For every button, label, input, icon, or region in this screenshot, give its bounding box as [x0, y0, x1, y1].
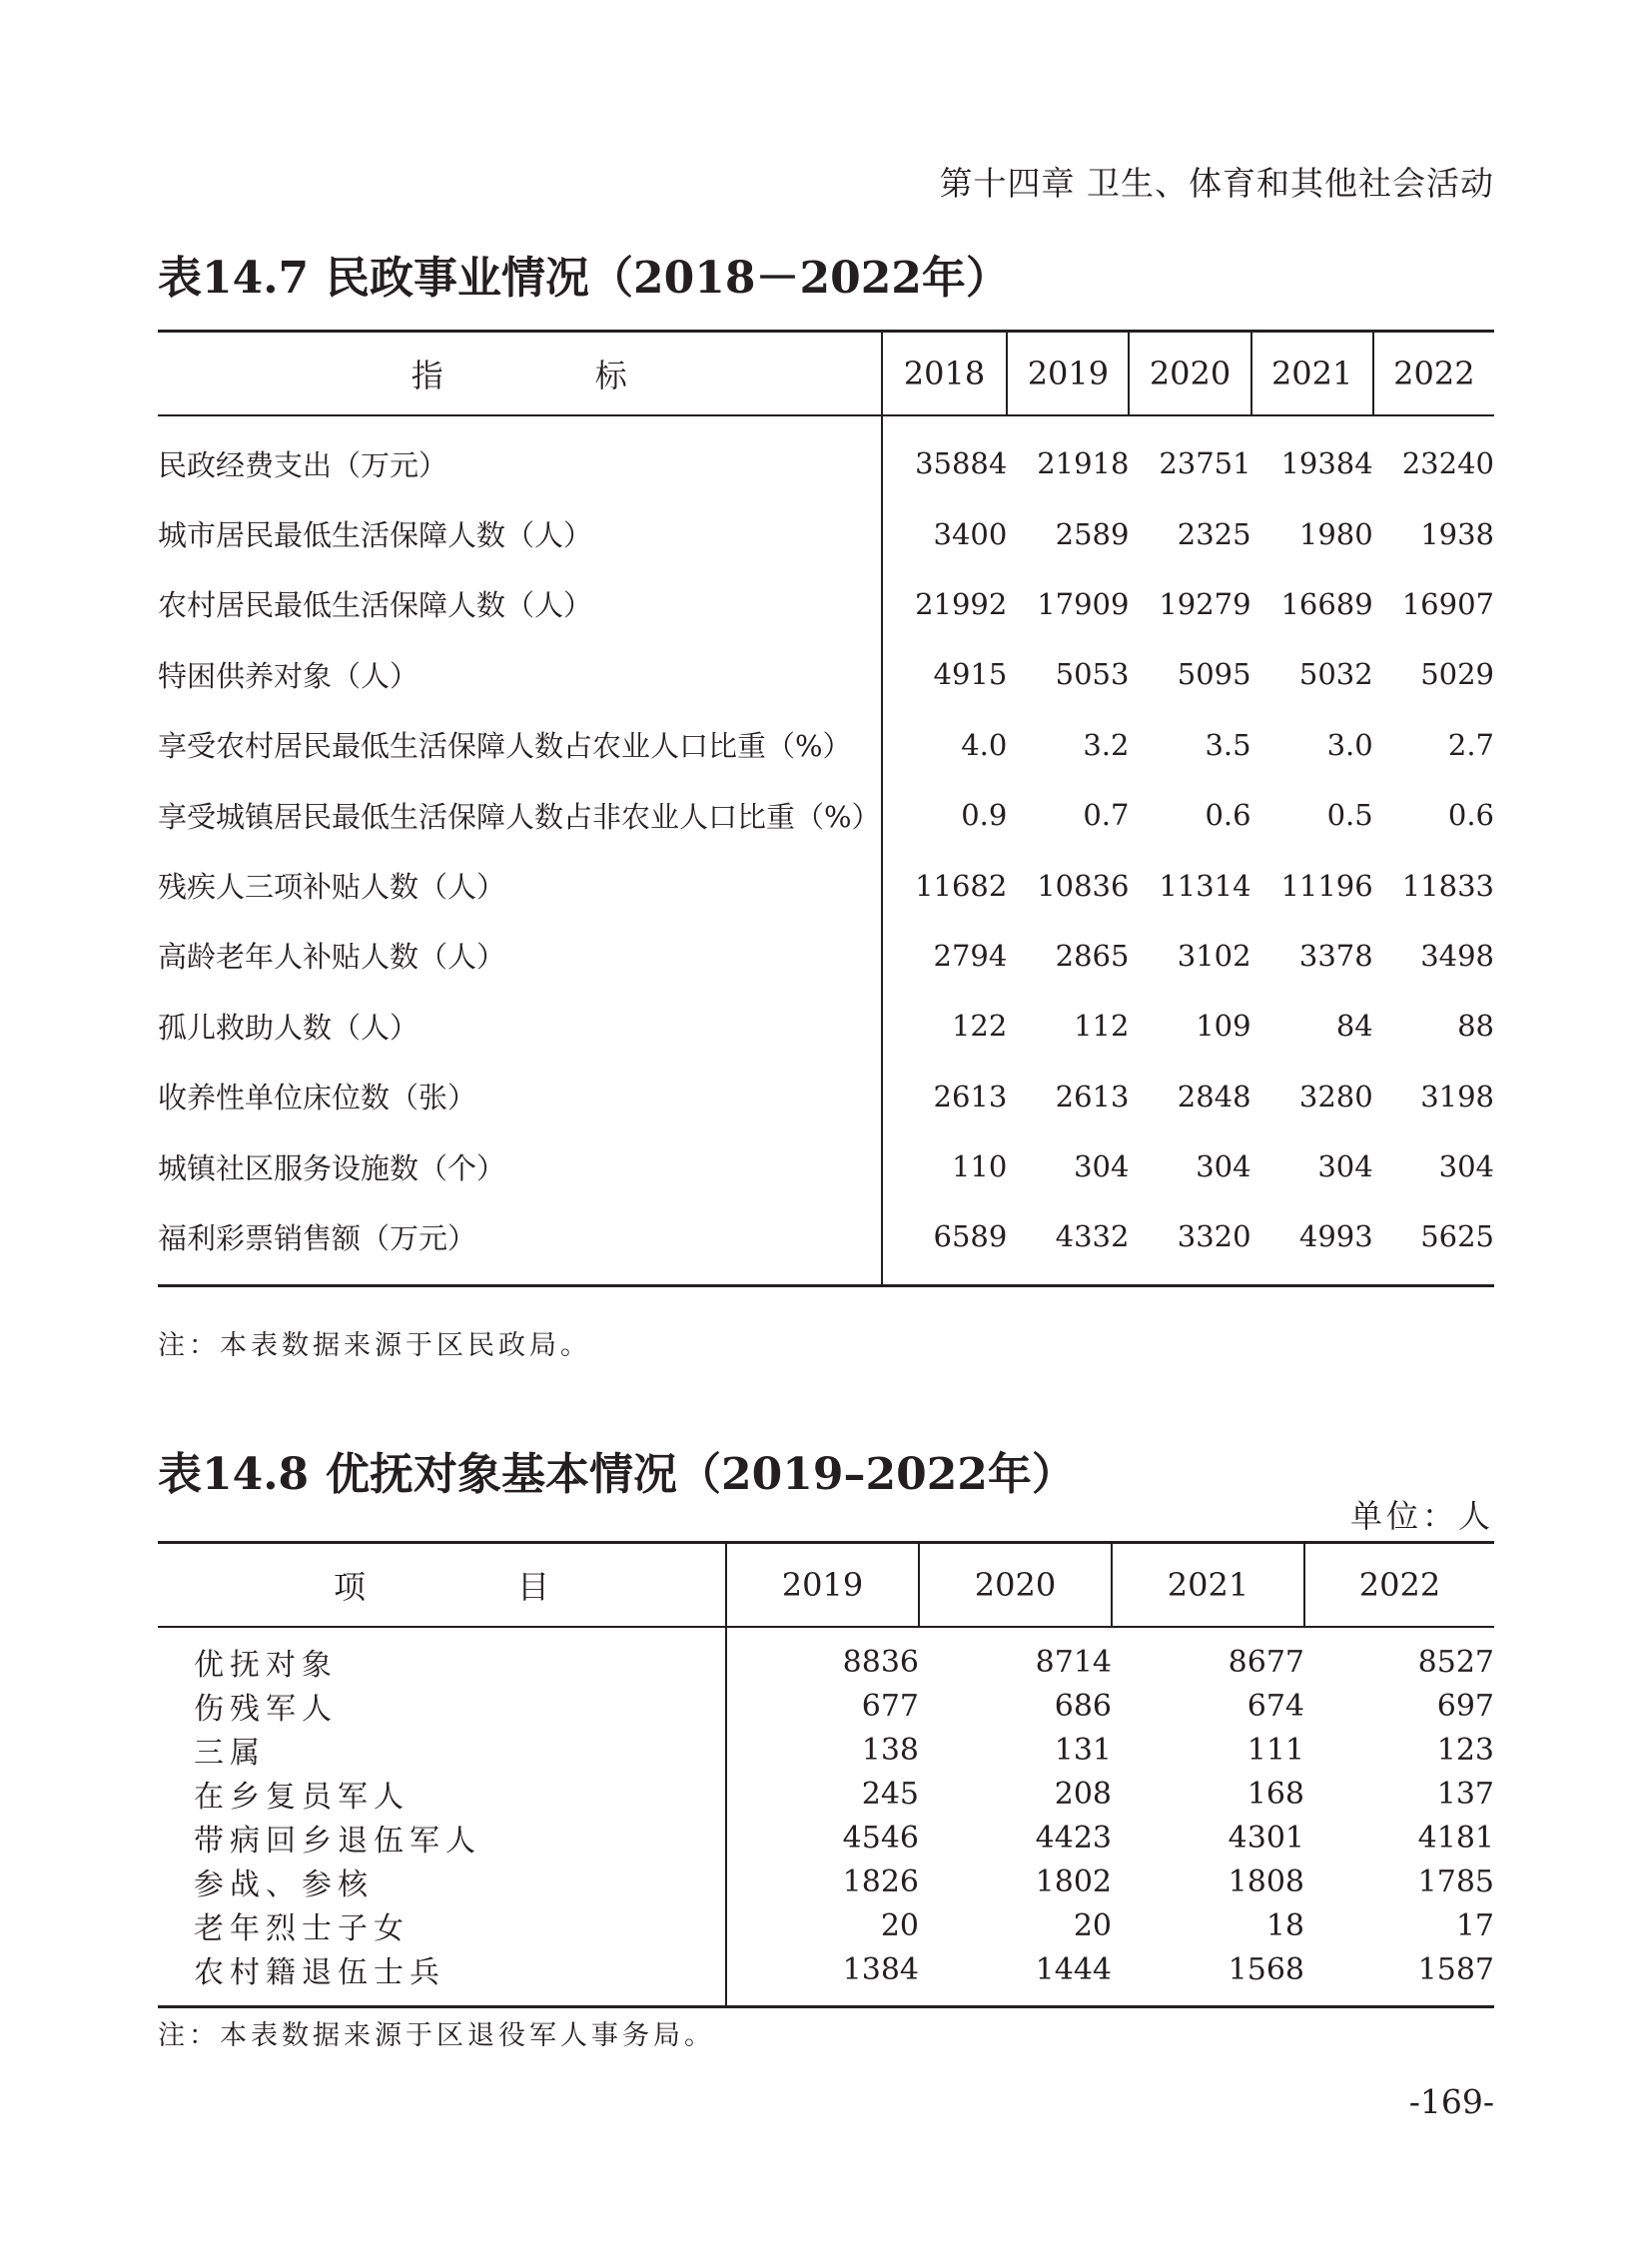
- value-cell: 6589: [933, 1219, 1008, 1254]
- value-cell: 8836: [842, 1644, 919, 1680]
- value-cell: 5029: [1420, 657, 1494, 692]
- value-cell: 208: [1054, 1776, 1112, 1812]
- table-number: 表14.8: [158, 1449, 310, 1500]
- value-cell: 0.9: [961, 798, 1008, 833]
- header-row: [158, 332, 1494, 416]
- value-cell: 20: [880, 1907, 919, 1943]
- value-cell: 111: [1246, 1732, 1304, 1768]
- value-cell: 1587: [1417, 1951, 1494, 1987]
- value-cell: 2325: [1177, 516, 1251, 551]
- value-cell: 10836: [1037, 868, 1130, 903]
- value-cell: 138: [861, 1732, 919, 1768]
- value-cell: 18: [1265, 1907, 1304, 1943]
- value-cell: 109: [1196, 1009, 1251, 1044]
- table-row: [158, 710, 1494, 780]
- value-cell: 23751: [1159, 446, 1251, 481]
- value-cell: 2848: [1177, 1079, 1251, 1114]
- table-row: [158, 1772, 1494, 1816]
- table-row: [158, 1062, 1494, 1131]
- value-cell: 4546: [842, 1820, 919, 1856]
- value-cell: 4423: [1035, 1820, 1112, 1856]
- value-cell: 168: [1246, 1776, 1304, 1812]
- value-cell: 3.5: [1205, 727, 1251, 762]
- value-cell: 112: [1074, 1009, 1130, 1044]
- value-cell: 19384: [1280, 446, 1373, 481]
- value-cell: 677: [861, 1688, 919, 1724]
- year-header: 2021: [1251, 332, 1373, 416]
- value-cell: 3.0: [1326, 727, 1373, 762]
- chapter-header: 第十四章 卫生、体育和其他社会活动: [939, 164, 1494, 203]
- value-cell: 11682: [915, 868, 1008, 903]
- value-cell: 3400: [933, 516, 1008, 551]
- value-cell: 304: [1438, 1149, 1494, 1184]
- row-label: 城镇社区服务设施数（个）: [158, 1131, 882, 1201]
- value-cell: 4332: [1055, 1219, 1130, 1254]
- value-cell: 1808: [1228, 1864, 1304, 1899]
- year-header: 2021: [1112, 1543, 1304, 1628]
- table-14-8-title: [158, 1438, 1076, 1502]
- page-number: -169-: [1408, 2082, 1494, 2121]
- row-label: 在乡复员军人: [158, 1772, 726, 1816]
- value-cell: 11196: [1280, 868, 1373, 903]
- table-row: [158, 850, 1494, 920]
- item-header: 项 目: [158, 1543, 726, 1628]
- table-row: [158, 1860, 1494, 1903]
- value-cell: 8527: [1417, 1644, 1494, 1680]
- value-cell: 245: [861, 1776, 919, 1812]
- year-header: 2019: [1007, 332, 1129, 416]
- row-label: 孤儿救助人数（人）: [158, 991, 882, 1061]
- value-cell: 131: [1054, 1732, 1112, 1768]
- row-label: 残疾人三项补贴人数（人）: [158, 850, 882, 920]
- value-cell: 88: [1457, 1009, 1494, 1044]
- table-row: [158, 1201, 1494, 1285]
- value-cell: 0.7: [1083, 798, 1130, 833]
- table-row: [158, 498, 1494, 568]
- value-cell: 3320: [1177, 1219, 1251, 1254]
- value-cell: 2589: [1055, 516, 1130, 551]
- row-label: 高龄老年人补贴人数（人）: [158, 921, 882, 991]
- table-row: [158, 1903, 1494, 1947]
- value-cell: 4181: [1417, 1820, 1494, 1856]
- value-cell: 4301: [1228, 1820, 1304, 1856]
- value-cell: 35884: [915, 446, 1008, 481]
- value-cell: 3378: [1298, 938, 1373, 973]
- value-cell: 2865: [1055, 938, 1130, 973]
- table-row: [158, 1627, 1494, 1684]
- value-cell: 1826: [842, 1864, 919, 1899]
- table-number: 表14.7: [158, 253, 310, 304]
- value-cell: 20: [1073, 1907, 1112, 1943]
- value-cell: 21992: [915, 586, 1008, 621]
- value-cell: 17: [1455, 1907, 1494, 1943]
- table-row: [158, 921, 1494, 991]
- row-label: 享受农村居民最低生活保障人数占农业人口比重（%）: [158, 710, 882, 780]
- row-label: 伤残军人: [158, 1684, 726, 1728]
- value-cell: 304: [1317, 1149, 1373, 1184]
- row-label: 老年烈士子女: [158, 1903, 726, 1947]
- row-label: 优抚对象: [158, 1627, 726, 1684]
- value-cell: 137: [1436, 1776, 1494, 1812]
- table-14-7-title: [158, 242, 1010, 306]
- value-cell: 3198: [1420, 1079, 1494, 1114]
- table-14-8-note: 注：本表数据来源于区退役军人事务局。: [158, 2020, 715, 2051]
- row-label: 带病回乡退伍军人: [158, 1816, 726, 1860]
- value-cell: 16689: [1280, 586, 1373, 621]
- value-cell: 21918: [1037, 446, 1130, 481]
- row-label: 城市居民最低生活保障人数（人）: [158, 498, 882, 568]
- civil-affairs-table: [158, 330, 1494, 1287]
- year-header: 2018: [882, 332, 1008, 416]
- row-label: 享受城镇居民最低生活保障人数占非农业人口比重（%）: [158, 780, 882, 850]
- value-cell: 1802: [1035, 1864, 1112, 1899]
- table-row: [158, 639, 1494, 709]
- value-cell: 2613: [933, 1079, 1008, 1114]
- value-cell: 11314: [1159, 868, 1251, 903]
- special-care-table: [158, 1541, 1494, 2008]
- value-cell: 110: [951, 1149, 1008, 1184]
- row-label: 民政经费支出（万元）: [158, 415, 882, 498]
- value-cell: 2613: [1055, 1079, 1130, 1114]
- table-row: [158, 415, 1494, 498]
- value-cell: 1444: [1035, 1951, 1112, 1987]
- value-cell: 5053: [1055, 657, 1130, 692]
- value-cell: 8714: [1035, 1644, 1112, 1680]
- unit-label: 单位：人: [1349, 1497, 1494, 1535]
- value-cell: 3280: [1298, 1079, 1373, 1114]
- value-cell: 1785: [1417, 1864, 1494, 1899]
- row-label: 福利彩票销售额（万元）: [158, 1201, 882, 1285]
- value-cell: 122: [951, 1009, 1008, 1044]
- value-cell: 304: [1196, 1149, 1251, 1184]
- value-cell: 11833: [1401, 868, 1494, 903]
- table-title-text: 优抚对象基本情况（2019–2022年）: [326, 1449, 1076, 1500]
- value-cell: 2794: [933, 938, 1008, 973]
- indicator-header: 指 标: [158, 332, 882, 416]
- value-cell: 1938: [1420, 516, 1494, 551]
- value-cell: 304: [1074, 1149, 1130, 1184]
- value-cell: 16907: [1401, 586, 1494, 621]
- value-cell: 4993: [1298, 1219, 1373, 1254]
- table-row: [158, 1131, 1494, 1201]
- table-row: [158, 780, 1494, 850]
- value-cell: 123: [1436, 1732, 1494, 1768]
- row-label: 收养性单位床位数（张）: [158, 1062, 882, 1131]
- table-row: [158, 1684, 1494, 1728]
- row-label: 农村居民最低生活保障人数（人）: [158, 569, 882, 639]
- value-cell: 3102: [1177, 938, 1251, 973]
- value-cell: 84: [1335, 1009, 1373, 1044]
- value-cell: 1980: [1298, 516, 1373, 551]
- value-cell: 23240: [1401, 446, 1494, 481]
- value-cell: 17909: [1037, 586, 1130, 621]
- value-cell: 2.7: [1447, 727, 1494, 762]
- table-row: [158, 569, 1494, 639]
- value-cell: 0.6: [1447, 798, 1494, 833]
- value-cell: 686: [1054, 1688, 1112, 1724]
- value-cell: 1384: [842, 1951, 919, 1987]
- value-cell: 4.0: [961, 727, 1008, 762]
- value-cell: 5095: [1177, 657, 1251, 692]
- year-header: 2022: [1373, 332, 1494, 416]
- row-label: 参战、参核: [158, 1860, 726, 1903]
- table-row: [158, 1816, 1494, 1860]
- year-header: 2019: [726, 1543, 919, 1628]
- year-header: 2020: [919, 1543, 1112, 1628]
- table-14-7-note: 注：本表数据来源于区民政局。: [158, 1330, 591, 1361]
- header-row: [158, 1543, 1494, 1628]
- table-row: [158, 1947, 1494, 2007]
- year-header: 2020: [1129, 332, 1250, 416]
- value-cell: 1568: [1228, 1951, 1304, 1987]
- value-cell: 0.5: [1326, 798, 1373, 833]
- value-cell: 3498: [1420, 938, 1494, 973]
- row-label: 农村籍退伍士兵: [158, 1947, 726, 2007]
- table-row: [158, 991, 1494, 1061]
- value-cell: 5032: [1298, 657, 1373, 692]
- table-row: [158, 1728, 1494, 1772]
- value-cell: 697: [1436, 1688, 1494, 1724]
- table-title-text: 民政事业情况（2018－2022年）: [326, 253, 1010, 304]
- value-cell: 8677: [1228, 1644, 1304, 1680]
- row-label: 三属: [158, 1728, 726, 1772]
- value-cell: 674: [1246, 1688, 1304, 1724]
- value-cell: 4915: [933, 657, 1008, 692]
- value-cell: 5625: [1420, 1219, 1494, 1254]
- row-label: 特困供养对象（人）: [158, 639, 882, 709]
- value-cell: 19279: [1159, 586, 1251, 621]
- year-header: 2022: [1304, 1543, 1494, 1628]
- value-cell: 0.6: [1205, 798, 1251, 833]
- value-cell: 3.2: [1083, 727, 1130, 762]
